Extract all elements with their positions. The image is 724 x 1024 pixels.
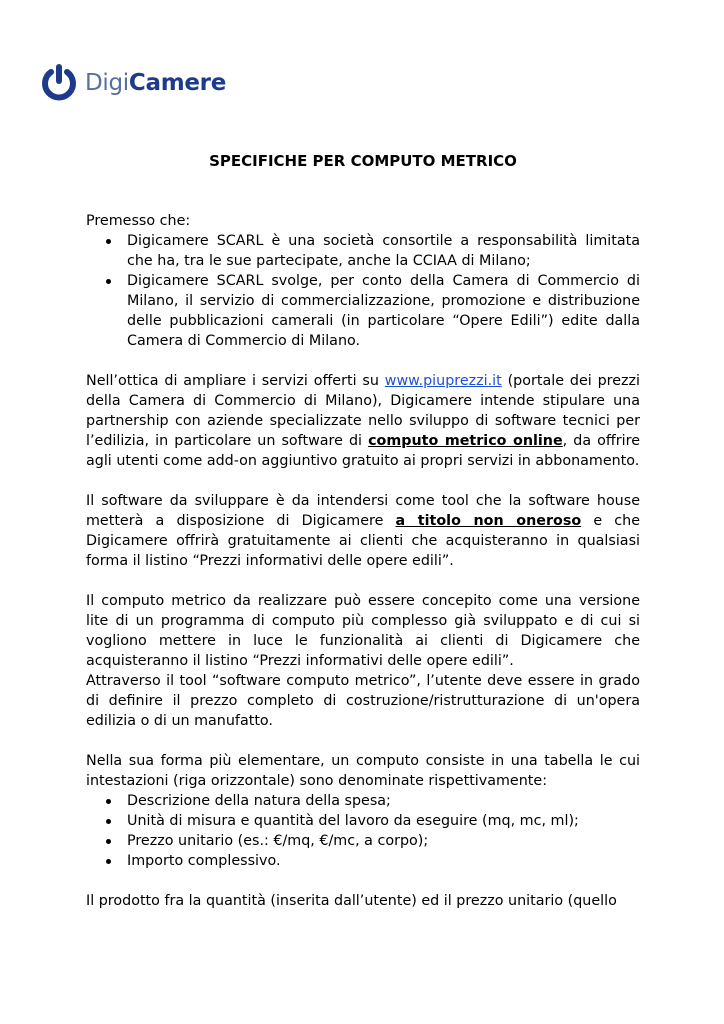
emphasis-computo-online: computo metrico online (368, 433, 563, 449)
paragraph-table-intro: Nella sua forma più elementare, un computo consiste in una tabella le cui intestazioni (riga orizzontale) sono denominate rispettivamente: (86, 753, 640, 789)
document-title: SPECIFICHE PER COMPUTO METRICO (209, 152, 517, 170)
piuprezzi-link[interactable]: www.piuprezzi.it (384, 373, 502, 389)
digicamere-logo (40, 64, 226, 102)
premise-list (86, 231, 640, 351)
document-body (86, 151, 640, 911)
logo-wordmark: DigiCamere (85, 69, 226, 96)
list-item: Descrizione della natura della spesa; (86, 791, 640, 811)
list-item: Digicamere SCARL è una società consortile a responsabilità limitata che ha, tra le sue partecipate, anche la CCIAA di Milano; (86, 231, 640, 271)
list-item: Importo complessivo. (86, 851, 640, 871)
list-item: Digicamere SCARL svolge, per conto della Camera di Commercio di Milano, il servizio di commercializzazione, promozione e distribuzione delle pubblicazioni camerali (in particolare “Opere Edili”) edite dalla Camera di Commercio di Milano. (86, 271, 640, 351)
paragraph-lite-version: Il computo metrico da realizzare può essere concepito come una versione lite di un programma di computo più complesso già sviluppato e di cui si vogliono mettere in luce le funzionalità ai clienti di Digicamere che acquisteranno il listino “Prezzi informativi delle opere edili”. (86, 593, 640, 669)
power-icon (40, 64, 78, 102)
paragraph-software: Il software da sviluppare è da intendersi come tool che la software house metterà a disposizione di Digicamere a titolo non oneroso e che Digicamere offrirà gratuitamente ai clienti che acquisteranno in qualsiasi forma il listino “Prezzi informativi delle opere edili”. (86, 493, 640, 569)
paragraph-tool: Attraverso il tool “software computo metrico”, l’utente deve essere in grado di definire il prezzo completo di costruzione/ristrutturazione di un'opera edilizia o di un manufatto. (86, 673, 640, 729)
list-item: Unità di misura e quantità del lavoro da eseguire (mq, mc, ml); (86, 811, 640, 831)
column-list (86, 791, 640, 871)
list-item: Prezzo unitario (es.: €/mq, €/mc, a corpo); (86, 831, 640, 851)
premise-intro: Premesso che: (86, 213, 191, 229)
paragraph-product: Il prodotto fra la quantità (inserita dall’utente) ed il prezzo unitario (quello (86, 893, 617, 909)
emphasis-titolo-non-oneroso: a titolo non oneroso (395, 513, 582, 529)
paragraph-partnership: Nell’ottica di ampliare i servizi offerti su www.piuprezzi.it (portale dei prezzi della Camera di Commercio di Milano), Digicamere intende stipulare una partnership con aziende specializzate nello sviluppo di software tecnici per l’edilizia, in particolare un software di computo metrico online, da offrire agli utenti come add-on aggiuntivo gratuito ai propri servizi in abbonamento. (86, 373, 640, 469)
